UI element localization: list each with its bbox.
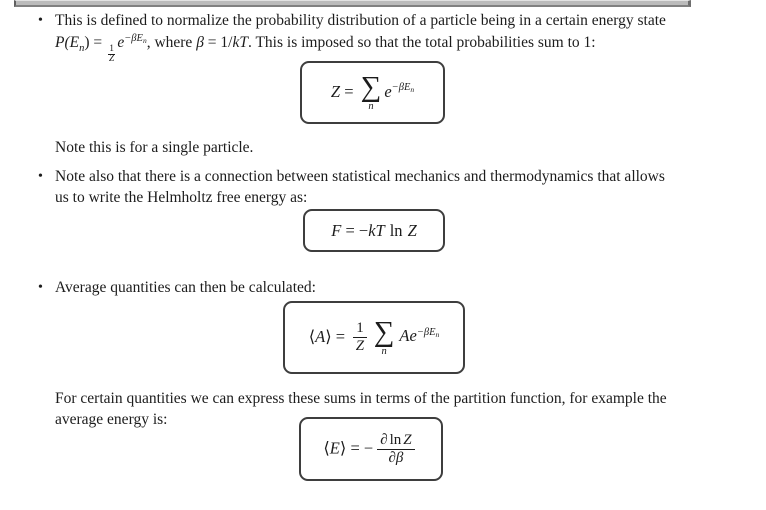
formula1-exponent <box>392 82 414 93</box>
paragraph-line2: average energy is: <box>55 411 168 428</box>
formula1-content <box>330 70 415 112</box>
math-beta: β <box>196 34 204 51</box>
window-edge-bar <box>14 0 691 7</box>
formula-box-average-energy <box>299 417 443 481</box>
inline-fraction <box>108 45 115 64</box>
formula-box-free-energy <box>303 209 445 252</box>
formula3-A: A <box>315 326 326 346</box>
formula3-langle: ⟨ <box>308 326 316 346</box>
exponent-sub: n <box>142 35 147 45</box>
math-e: e <box>117 34 125 51</box>
sum-operator <box>360 70 382 112</box>
bullet2-line2: us to write the Helmholtz free energy as: <box>55 189 308 206</box>
bullet3-line1: Average quantities can then be calculated: <box>55 279 316 296</box>
partial-symbol: ∂ <box>380 431 388 448</box>
bullet1-tail: . This is imposed so that the total probabilities sum to 1: <box>247 34 596 51</box>
formula1-exp-text: −βE <box>391 81 411 93</box>
bullet-marker: • <box>38 280 43 295</box>
fraction-dlnZ-dbeta <box>377 432 414 467</box>
math-kt-pre: = 1/ <box>203 34 233 51</box>
math-P: P(E <box>55 34 80 51</box>
math-mid-text: , where <box>146 34 197 51</box>
bullet-item-helmholtz <box>38 166 665 208</box>
bullet-item-probability <box>38 10 666 64</box>
bullet-item-averages <box>38 277 316 298</box>
formula4-langle: ⟨ <box>323 437 330 457</box>
formula2-ln: ln <box>389 220 403 240</box>
ln-symbol: ln <box>389 431 402 448</box>
formula2-kT: kT <box>368 220 385 240</box>
math-P-sub: n <box>79 43 85 55</box>
math-kT: kT <box>232 34 248 51</box>
formula-box-partition-function <box>300 61 445 124</box>
Z-symbol: Z <box>403 431 412 448</box>
formula2-F: F <box>331 220 342 240</box>
formula3-content <box>308 315 440 357</box>
formula1-exp-sub: n <box>410 84 415 94</box>
formula1-base: e <box>384 81 392 101</box>
formula3-exp-sub: n <box>435 329 440 339</box>
formula4-E: E <box>329 437 340 457</box>
bullet-marker: • <box>38 169 43 184</box>
formula2-content <box>331 221 417 241</box>
sigma-icon: ∑ <box>360 70 382 103</box>
sigma-icon: ∑ <box>373 315 395 348</box>
formula2-Z: Z <box>407 220 417 240</box>
formula1-eq: = <box>340 81 358 101</box>
formula2-eq: = − <box>341 220 369 240</box>
formula4-rangle-eq: ⟩ = − <box>339 437 374 457</box>
formula3-rangle-eq: ⟩ = <box>325 326 350 346</box>
fraction-denominator: ∂β <box>388 449 404 466</box>
formula4-content <box>323 432 418 467</box>
sum-limit: n <box>368 100 374 112</box>
fraction-numerator: 1 <box>109 44 115 54</box>
fraction-numerator: 1 <box>353 320 367 338</box>
note-single-particle: Note this is for a single particle. <box>55 139 254 156</box>
bullet1-line1: This is defined to normalize the probability distribution of a particle being in a certain energy state <box>55 12 666 29</box>
sum-operator <box>373 315 395 357</box>
formula3-base: Ae <box>399 326 417 346</box>
bullet1-math-line <box>38 31 666 64</box>
fraction-denominator: Z <box>355 338 365 354</box>
exponent-text: −βE <box>124 32 143 44</box>
math-exponent <box>124 33 146 44</box>
bullet2-line1: Note also that there is a connection between statistical mechanics and thermodynamics that allows <box>55 168 665 185</box>
formula3-exponent <box>417 327 439 338</box>
fraction-one-over-Z <box>353 320 367 355</box>
bullet-marker: • <box>38 13 43 28</box>
formula-box-average-quantity <box>283 301 465 374</box>
fraction-numerator <box>377 432 414 450</box>
fraction-denominator: Z <box>109 54 115 64</box>
math-eq: ) = <box>84 34 107 51</box>
formula1-Z: Z <box>330 81 341 101</box>
formula3-exp-text: −βE <box>416 326 436 338</box>
paragraph-line1: For certain quantities we can express these sums in terms of the partition function, for example the <box>55 390 667 407</box>
sum-limit: n <box>381 345 387 357</box>
